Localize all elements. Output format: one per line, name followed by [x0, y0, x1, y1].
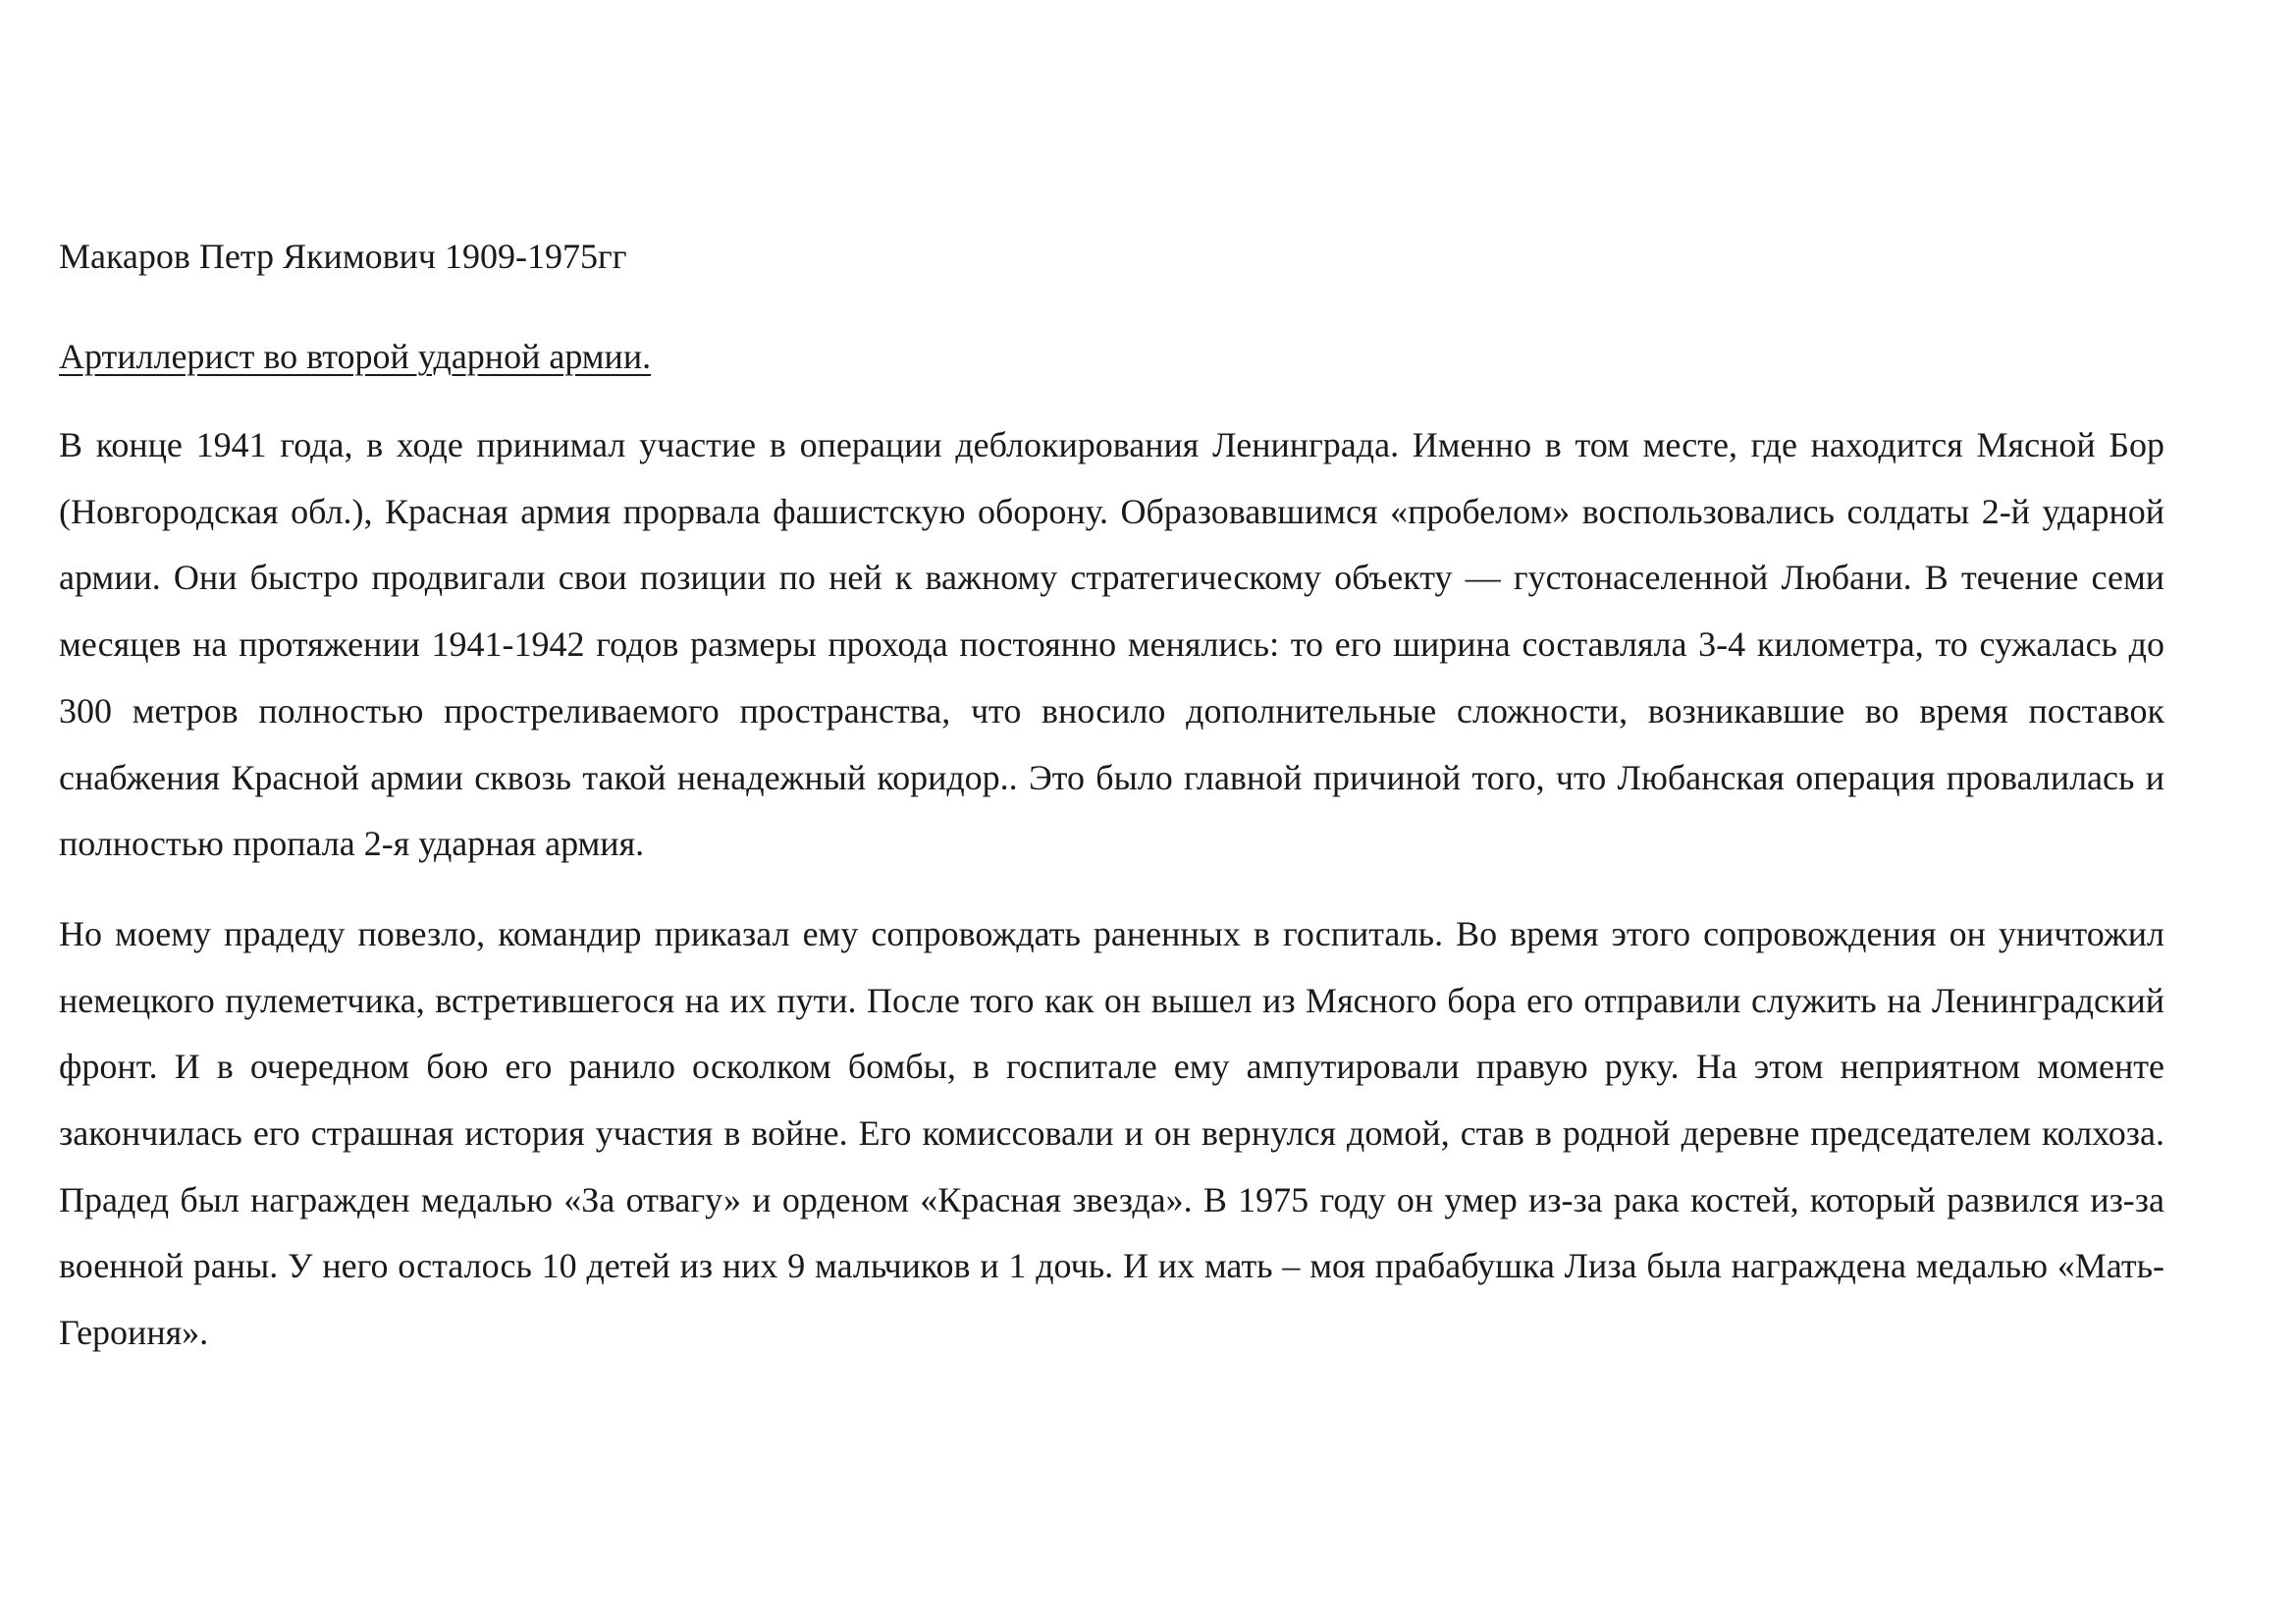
document-subheading-text: Артиллерист во второй ударной армии.	[59, 337, 652, 376]
paragraph-1: В конце 1941 года, в ходе принимал участие в операции деблокирования Ленинграда. Именно в том месте, где находится Мясной Бор (Новгородская обл.), Красная армия прорвала фашистскую оборону. Образовавшимся «пробелом» воспользовались солдаты 2-й ударной армии. Они быстро продвигали свои позиции по ней к важному стратегическому объекту — густонаселенной Любани. В течение семи месяцев на протяжении 1941-1942 годов размеры прохода постоянно менялись: то его ширина составляла 3-4 километра, то сужалась до 300 метров полностью простреливаемого пространства, что вносило дополнительные сложности, возникавшие во время поставок снабжения Красной армии сквозь такой ненадежный коридор.. Это было главной причиной того, что Любанская операция провалилась и полностью пропала 2-я ударная армия.	[59, 425, 2164, 864]
document-body	[59, 232, 2164, 1367]
document-heading: Макаров Петр Якимович 1909-1975гг	[59, 237, 627, 276]
document-subheading	[59, 332, 2164, 381]
paragraph-2: Но моему прадеду повезло, командир приказал ему сопровождать раненных в госпиталь. Во время этого сопровождения он уничтожил немецкого пулеметчика, встретившегося на их пути. После того как он вышел из Мясного бора его отправили служить на Ленинградский фронт. И в очередном бою его ранило осколком бомбы, в госпитале ему ампутировали правую руку. На этом неприятном моменте закончилась его страшная история участия в войне. Его комиссовали и он вернулся домой, став в родной деревне председателем колхоза. Прадед был награжден медалью «За отвагу» и орденом «Красная звезда». В 1975 году он умер из-за рака костей, который развился из-за военной раны. У него осталось 10 детей из них 9 мальчиков и 1 дочь. И их мать – моя прабабушка Лиза была награждена медалью «Мать-Героиня».	[59, 913, 2164, 1353]
